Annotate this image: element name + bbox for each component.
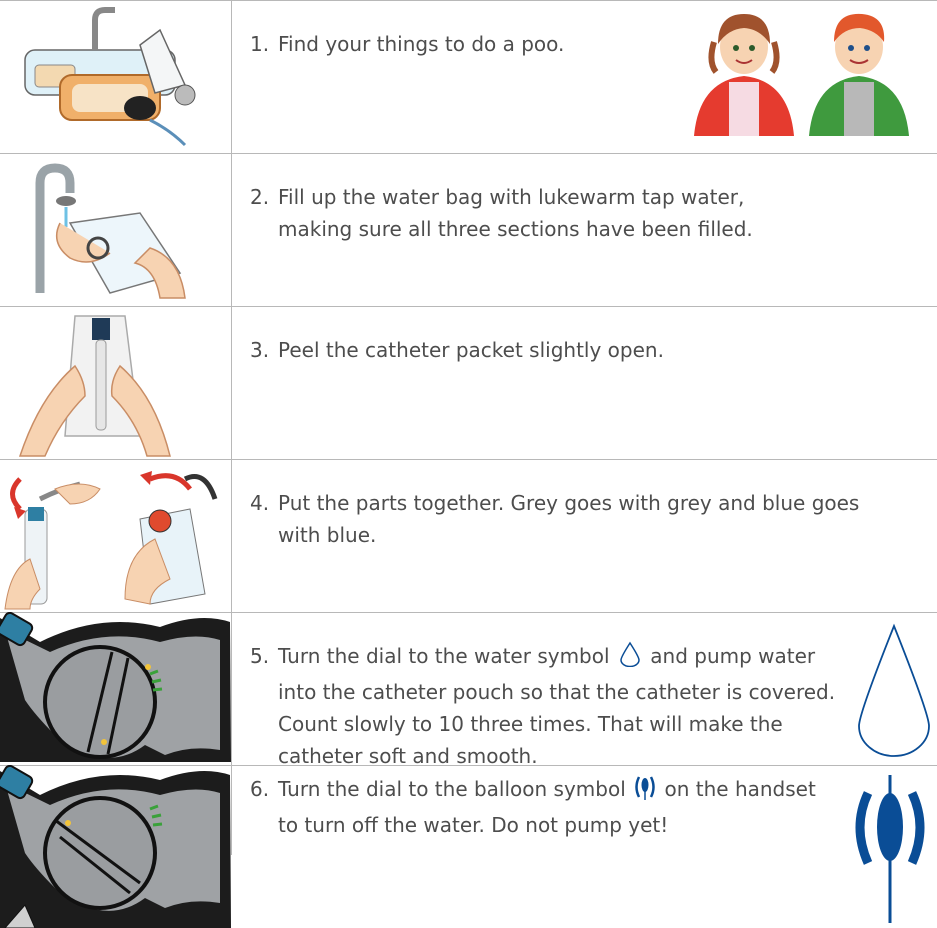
step-instruction: Put the parts together. Grey goes with grey and blue goes with blue. xyxy=(278,491,860,547)
dial-water-setting-illustration xyxy=(0,612,231,765)
children-characters-illustration xyxy=(684,12,922,138)
step-row-2 xyxy=(0,153,937,306)
filling-water-bag-illustration xyxy=(0,153,231,306)
dial-balloon-setting-illustration xyxy=(0,765,231,928)
peeling-catheter-packet-illustration xyxy=(0,306,231,459)
step-instruction-part: Turn the dial to the balloon symbol xyxy=(278,777,626,801)
step-3-text xyxy=(250,334,664,366)
connecting-parts-illustration xyxy=(0,459,231,612)
step-instruction-part: on the handset to turn off the water. Do not pump yet! xyxy=(278,777,816,837)
step-row-6 xyxy=(0,765,937,928)
step-number: 3. xyxy=(250,338,270,362)
step-2-text xyxy=(250,181,820,245)
step-row-3 xyxy=(0,306,937,459)
step-6-text xyxy=(250,773,830,841)
supplies-illustration xyxy=(0,0,231,153)
step-number: 1. xyxy=(250,32,270,56)
step-number: 6. xyxy=(250,777,270,801)
step-row-4 xyxy=(0,459,937,612)
step-number: 4. xyxy=(250,491,270,515)
step-4-text xyxy=(250,487,860,551)
step-instruction: Find your things to do a poo. xyxy=(278,32,565,56)
step-row-5 xyxy=(0,612,937,768)
step-instruction-part: and pump water into the catheter pouch so that the catheter is covered. Count slowly to 10 three times. That will make the catheter soft and smooth. xyxy=(278,644,836,768)
balloon-icon xyxy=(635,774,655,809)
step-instruction xyxy=(278,773,830,841)
balloon-icon xyxy=(850,775,930,923)
water-drop-icon xyxy=(855,622,933,762)
step-5-text xyxy=(250,640,850,772)
step-instruction: Fill up the water bag with lukewarm tap water, making sure all three sections have been filled. xyxy=(278,185,753,241)
step-number: 5. xyxy=(250,644,270,668)
step-instruction xyxy=(278,640,850,772)
water-drop-icon xyxy=(619,641,641,676)
step-number: 2. xyxy=(250,185,270,209)
step-instruction: Peel the catheter packet slightly open. xyxy=(278,338,664,362)
step-row-1 xyxy=(0,0,937,153)
step-instruction-part: Turn the dial to the water symbol xyxy=(278,644,610,668)
step-1-text xyxy=(250,28,564,60)
